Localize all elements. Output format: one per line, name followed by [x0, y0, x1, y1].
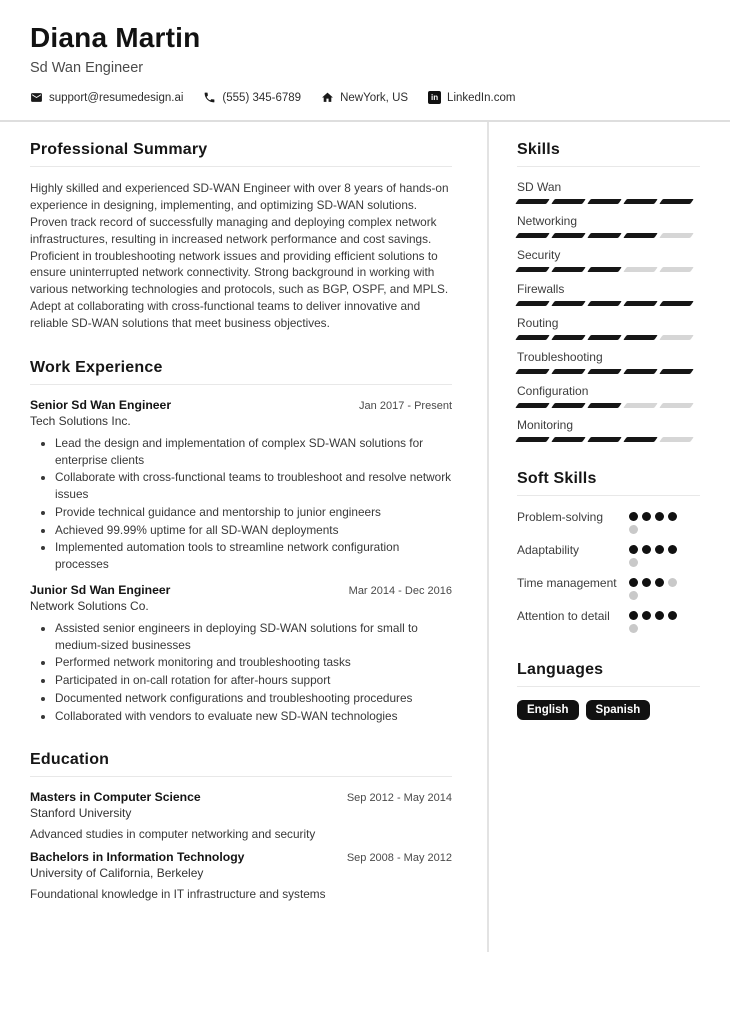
contact-email-text: support@resumedesign.ai: [49, 91, 184, 104]
contact-linkedin-text: LinkedIn.com: [447, 91, 516, 104]
job-title: Senior Sd Wan Engineer: [30, 397, 172, 412]
job-bullet-list: [30, 620, 452, 725]
bar-segment-filled: [515, 403, 550, 408]
bar-segment-empty: [659, 403, 694, 408]
language-pill: Spanish: [586, 700, 651, 720]
bar-segment-filled: [515, 335, 550, 340]
section-languages: [517, 661, 700, 720]
rating-dot-filled: [629, 545, 638, 554]
skill-item: [517, 214, 700, 238]
rating-dot-filled: [668, 545, 677, 554]
job-bullet: • Achieved 99.99% uptime for all SD-WAN deployments: [55, 522, 452, 539]
section-rule: [517, 166, 700, 167]
education-description: Foundational knowledge in IT infrastructure and systems: [30, 887, 326, 902]
skill-name: Routing: [517, 316, 559, 331]
rating-dot-filled: [655, 545, 664, 554]
phone-icon: [203, 91, 216, 104]
home-icon: [321, 91, 334, 104]
soft-skill-item: [517, 608, 700, 633]
bar-segment-filled: [551, 301, 586, 306]
bar-segment-empty: [659, 233, 694, 238]
bar-segment-filled: [623, 233, 658, 238]
right-column: [487, 122, 730, 952]
rating-dot-filled: [642, 545, 651, 554]
skill-item: [517, 384, 700, 408]
skill-item: [517, 248, 700, 272]
bar-segment-filled: [623, 199, 658, 204]
bar-segment-filled: [587, 199, 622, 204]
skill-level-bar: [517, 403, 700, 408]
job-dates: Mar 2014 - Dec 2016: [348, 584, 452, 597]
skill-level-bar: [517, 199, 700, 204]
bar-segment-empty: [659, 335, 694, 340]
job-header: [30, 398, 452, 412]
contact-location: [321, 91, 408, 104]
job-header: [30, 583, 452, 597]
section-title: Soft Skills: [517, 470, 597, 488]
contact-location-text: NewYork, US: [340, 91, 409, 104]
soft-skill-item: [517, 542, 700, 567]
job-bullet: • Assisted senior engineers in deploying SD-WAN solutions for small to medium-sized businesses: [55, 620, 452, 654]
skills-list: [517, 180, 700, 442]
school-name: Stanford University: [30, 806, 132, 821]
job-dates: Jan 2017 - Present: [359, 399, 452, 412]
degree-title: Bachelors in Information Technology: [30, 850, 245, 865]
bar-segment-filled: [515, 199, 550, 204]
bar-segment-empty: [659, 437, 694, 442]
soft-skill-item: [517, 509, 700, 534]
bar-segment-filled: [515, 369, 550, 374]
section-title: Professional Summary: [30, 141, 208, 159]
rating-dot-filled: [668, 512, 677, 521]
job-company: Tech Solutions Inc.: [30, 413, 131, 428]
section-skills: [517, 141, 700, 442]
job-bullet-list: [30, 435, 452, 573]
soft-skill-rating: [629, 509, 685, 534]
job-bullet: • Documented network configurations and troubleshooting procedures: [55, 690, 452, 707]
bar-segment-filled: [515, 233, 550, 238]
language-pill: English: [517, 700, 579, 720]
job-bullet: • Implemented automation tools to streamline network configuration processes: [55, 539, 452, 573]
section-rule: [30, 776, 452, 777]
section-title: Education: [30, 751, 110, 769]
skill-item: [517, 180, 700, 204]
rating-dot-filled: [655, 512, 664, 521]
bar-segment-empty: [623, 267, 658, 272]
rating-dot-empty: [629, 591, 638, 600]
bar-segment-filled: [587, 369, 622, 374]
bar-segment-filled: [659, 369, 694, 374]
contact-phone-text: (555) 345-6789: [222, 91, 302, 104]
skill-level-bar: [517, 301, 700, 306]
section-work-experience: [30, 359, 452, 725]
bar-segment-filled: [515, 301, 550, 306]
job-bullet: • Collaborate with cross-functional teams to troubleshoot and resolve network issues: [55, 469, 452, 503]
job-bullet: • Performed network monitoring and troubleshooting tasks: [55, 654, 452, 671]
skill-level-bar: [517, 267, 700, 272]
section-rule: [30, 166, 452, 167]
bar-segment-filled: [659, 301, 694, 306]
education-items: [30, 790, 452, 901]
skill-level-bar: [517, 335, 700, 340]
job-company: Network Solutions Co.: [30, 598, 149, 613]
bar-segment-filled: [551, 369, 586, 374]
skill-name: Monitoring: [517, 418, 574, 433]
candidate-name: Diana Martin: [30, 22, 201, 53]
soft-skill-name: Problem-solving: [517, 510, 604, 525]
soft-skill-name: Time management: [517, 576, 617, 591]
bar-segment-filled: [587, 437, 622, 442]
section-rule: [517, 686, 700, 687]
candidate-title: Sd Wan Engineer: [30, 60, 144, 77]
bar-segment-empty: [659, 267, 694, 272]
job-bullet: • Lead the design and implementation of complex SD-WAN solutions for enterprise clients: [55, 435, 452, 469]
bar-segment-filled: [587, 335, 622, 340]
rating-dot-filled: [655, 611, 664, 620]
job-bullet: • Provide technical guidance and mentorship to junior engineers: [55, 504, 452, 521]
soft-skill-rating: [629, 542, 685, 567]
rating-dot-filled: [655, 578, 664, 587]
bar-segment-filled: [623, 335, 658, 340]
bar-segment-filled: [623, 437, 658, 442]
education-entry: [30, 850, 452, 901]
rating-dot-filled: [642, 578, 651, 587]
skill-name: Firewalls: [517, 282, 565, 297]
bar-segment-filled: [587, 267, 622, 272]
job-title: Junior Sd Wan Engineer: [30, 582, 171, 597]
section-title: Languages: [517, 661, 604, 679]
rating-dot-filled: [642, 512, 651, 521]
job-bullet: • Participated in on-call rotation for after-hours support: [55, 672, 452, 689]
bar-segment-filled: [551, 199, 586, 204]
section-title: Skills: [517, 141, 561, 159]
bar-segment-filled: [515, 267, 550, 272]
language-pills: [517, 700, 700, 720]
soft-skill-rating: [629, 575, 685, 600]
bar-segment-filled: [551, 335, 586, 340]
resume-body: [0, 122, 730, 952]
rating-dot-empty: [629, 558, 638, 567]
bar-segment-filled: [623, 301, 658, 306]
soft-skills-list: [517, 509, 700, 633]
bar-segment-filled: [587, 301, 622, 306]
rating-dot-filled: [642, 611, 651, 620]
rating-dot-filled: [629, 512, 638, 521]
left-column: [0, 122, 487, 952]
job-entry: [30, 398, 452, 573]
soft-skill-item: [517, 575, 700, 600]
skill-name: Security: [517, 248, 561, 263]
bar-segment-filled: [515, 437, 550, 442]
contact-linkedin: [428, 91, 515, 104]
education-header: [30, 850, 452, 864]
bar-segment-filled: [551, 233, 586, 238]
education-description: Advanced studies in computer networking and security: [30, 827, 316, 842]
section-soft-skills: [517, 470, 700, 633]
skill-item: [517, 316, 700, 340]
skill-name: Networking: [517, 214, 578, 229]
soft-skill-rating: [629, 608, 685, 633]
job-entry: [30, 583, 452, 725]
rating-dot-filled: [629, 578, 638, 587]
bar-segment-filled: [587, 403, 622, 408]
skill-name: SD Wan: [517, 180, 562, 195]
resume-header: [0, 0, 730, 122]
work-jobs: [30, 398, 452, 725]
skill-name: Configuration: [517, 384, 589, 399]
skill-item: [517, 282, 700, 306]
rating-dot-empty: [629, 624, 638, 633]
rating-dot-empty: [668, 578, 677, 587]
section-rule: [30, 384, 452, 385]
education-entry: [30, 790, 452, 841]
rating-dot-filled: [629, 611, 638, 620]
education-dates: Sep 2012 - May 2014: [346, 792, 452, 805]
bar-segment-filled: [551, 437, 586, 442]
linkedin-icon: in: [428, 91, 441, 104]
school-name: University of California, Berkeley: [30, 866, 204, 881]
bar-segment-empty: [623, 403, 658, 408]
job-bullet: • Collaborated with vendors to evaluate new SD-WAN technologies: [55, 708, 452, 725]
bar-segment-filled: [587, 233, 622, 238]
bar-segment-filled: [551, 403, 586, 408]
section-education: [30, 751, 452, 901]
skill-level-bar: [517, 369, 700, 374]
section-rule: [517, 495, 700, 496]
soft-skill-name: Attention to detail: [517, 609, 610, 624]
education-header: [30, 790, 452, 804]
bar-segment-filled: [551, 267, 586, 272]
contact-email: [30, 91, 183, 104]
soft-skill-name: Adaptability: [517, 543, 580, 558]
summary-text: Highly skilled and experienced SD-WAN Engineer with over 8 years of hands-on experience in designing, implementing, and optimizing SD-WAN solutions. Proven track record of successfully managing and deploying complex network infrastructures, resulting in increased network performance and cost savings. Proficient in troubleshooting network issues and providing efficient solutions to ensure uninterrupted network connectivity. Strong background in working with various networking technologies and protocols, such as BGP, OSPF, and MPLS. Adept at collaborating with cross-functional teams to deliver innovative and reliable SD-WAN solutions that meet business objectives.: [30, 181, 449, 331]
bar-segment-filled: [659, 199, 694, 204]
degree-title: Masters in Computer Science: [30, 790, 201, 805]
bar-segment-filled: [623, 369, 658, 374]
section-professional-summary: [30, 141, 452, 332]
envelope-icon: [30, 91, 43, 104]
skill-name: Troubleshooting: [517, 350, 603, 365]
contact-phone: [203, 91, 301, 104]
skill-level-bar: [517, 233, 700, 238]
education-dates: Sep 2008 - May 2012: [346, 852, 452, 865]
skill-item: [517, 418, 700, 442]
skill-level-bar: [517, 437, 700, 442]
rating-dot-empty: [629, 525, 638, 534]
rating-dot-filled: [668, 611, 677, 620]
contact-row: [30, 91, 700, 104]
skill-item: [517, 350, 700, 374]
section-title: Work Experience: [30, 358, 163, 376]
